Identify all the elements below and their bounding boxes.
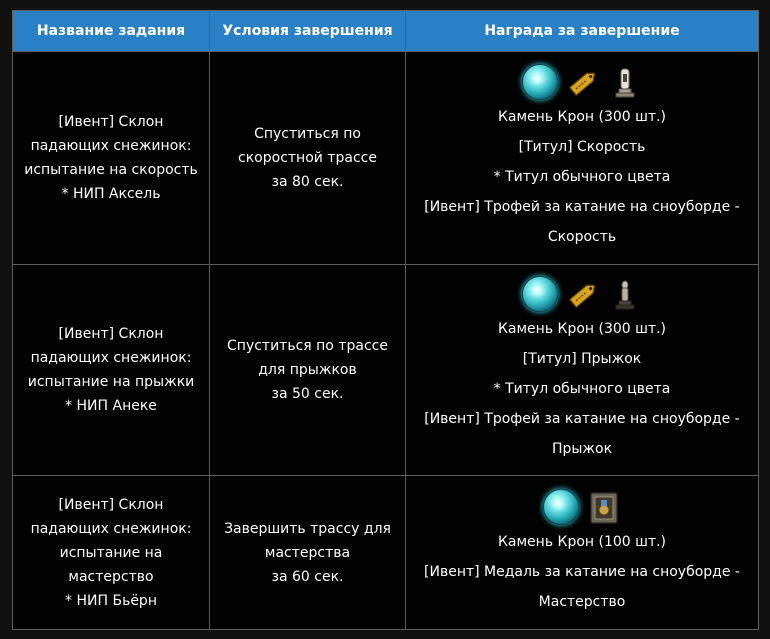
reward-line: Камень Крон (300 шт.) [497,109,667,125]
table-row [13,52,759,265]
condition-line: Спуститься по трассе [227,338,388,354]
task-line: испытание на прыжки [27,374,195,390]
table-row [13,265,759,476]
task-npc: * НИП Аксель [61,186,161,202]
reward-cell [406,476,759,630]
reward-line: [Титул] Прыжок [522,351,642,367]
trophy-icon [608,66,642,100]
reward-line: Прыжок [551,441,613,457]
condition-line: для прыжков [258,362,357,378]
task-line: [Ивент] Склон [58,496,164,513]
condition-line: мастерства [264,544,351,561]
condition-line: Завершить трассу для [224,520,391,537]
crown-stone-icon [522,276,558,312]
task-name-cell [13,52,210,265]
condition-line: скоростной трассе [238,150,377,166]
condition-line: за 60 сек. [271,568,344,585]
reward-line: [Ивент] Трофей за катание на сноуборде - [424,199,740,215]
condition-line: Спуститься по [254,126,361,142]
title-tag-icon [566,278,600,312]
task-name-cell [13,476,210,630]
condition-line: за 50 сек. [271,386,344,402]
task-line: [Ивент] Склон [58,114,164,130]
condition-cell [210,476,406,630]
condition-line: за 80 сек. [271,174,344,190]
trophy-icon [608,278,642,312]
reward-cell [406,265,759,476]
reward-cell [406,52,759,265]
task-line: испытание на скорость [24,162,198,178]
table-row [13,476,759,630]
reward-line: * Титул обычного цвета [493,381,671,397]
reward-line: [Титул] Скорость [518,139,646,155]
task-line: испытание на [59,544,163,561]
task-line: падающих снежинок: [30,138,192,154]
condition-cell [210,52,406,265]
table-header-row [13,11,759,52]
title-tag-icon [566,66,600,100]
task-npc: * НИП Бьёрн [65,592,157,609]
condition-cell [210,265,406,476]
reward-line: Камень Крон (100 шт.) [497,533,667,550]
header-task-name: Название задания [13,11,210,52]
reward-line: Камень Крон (300 шт.) [497,321,667,337]
crown-stone-icon [543,489,579,525]
reward-line: * Титул обычного цвета [493,169,671,185]
task-npc: * НИП Анеке [65,398,157,414]
reward-line: [Ивент] Медаль за катание на сноуборде - [424,563,740,580]
medal-icon [587,491,621,525]
task-line: [Ивент] Склон [58,326,164,342]
header-completion-reward: Награда за завершение [406,11,759,52]
crown-stone-icon [522,64,558,100]
reward-line: Скорость [547,229,617,245]
task-name-cell [13,265,210,476]
header-completion-condition: Условия завершения [210,11,406,52]
rewards-table [12,10,759,630]
task-line: мастерство [68,568,154,585]
task-line: падающих снежинок: [30,520,192,537]
reward-line: Мастерство [538,593,626,610]
reward-line: [Ивент] Трофей за катание на сноуборде - [424,411,740,427]
task-line: падающих снежинок: [30,350,192,366]
